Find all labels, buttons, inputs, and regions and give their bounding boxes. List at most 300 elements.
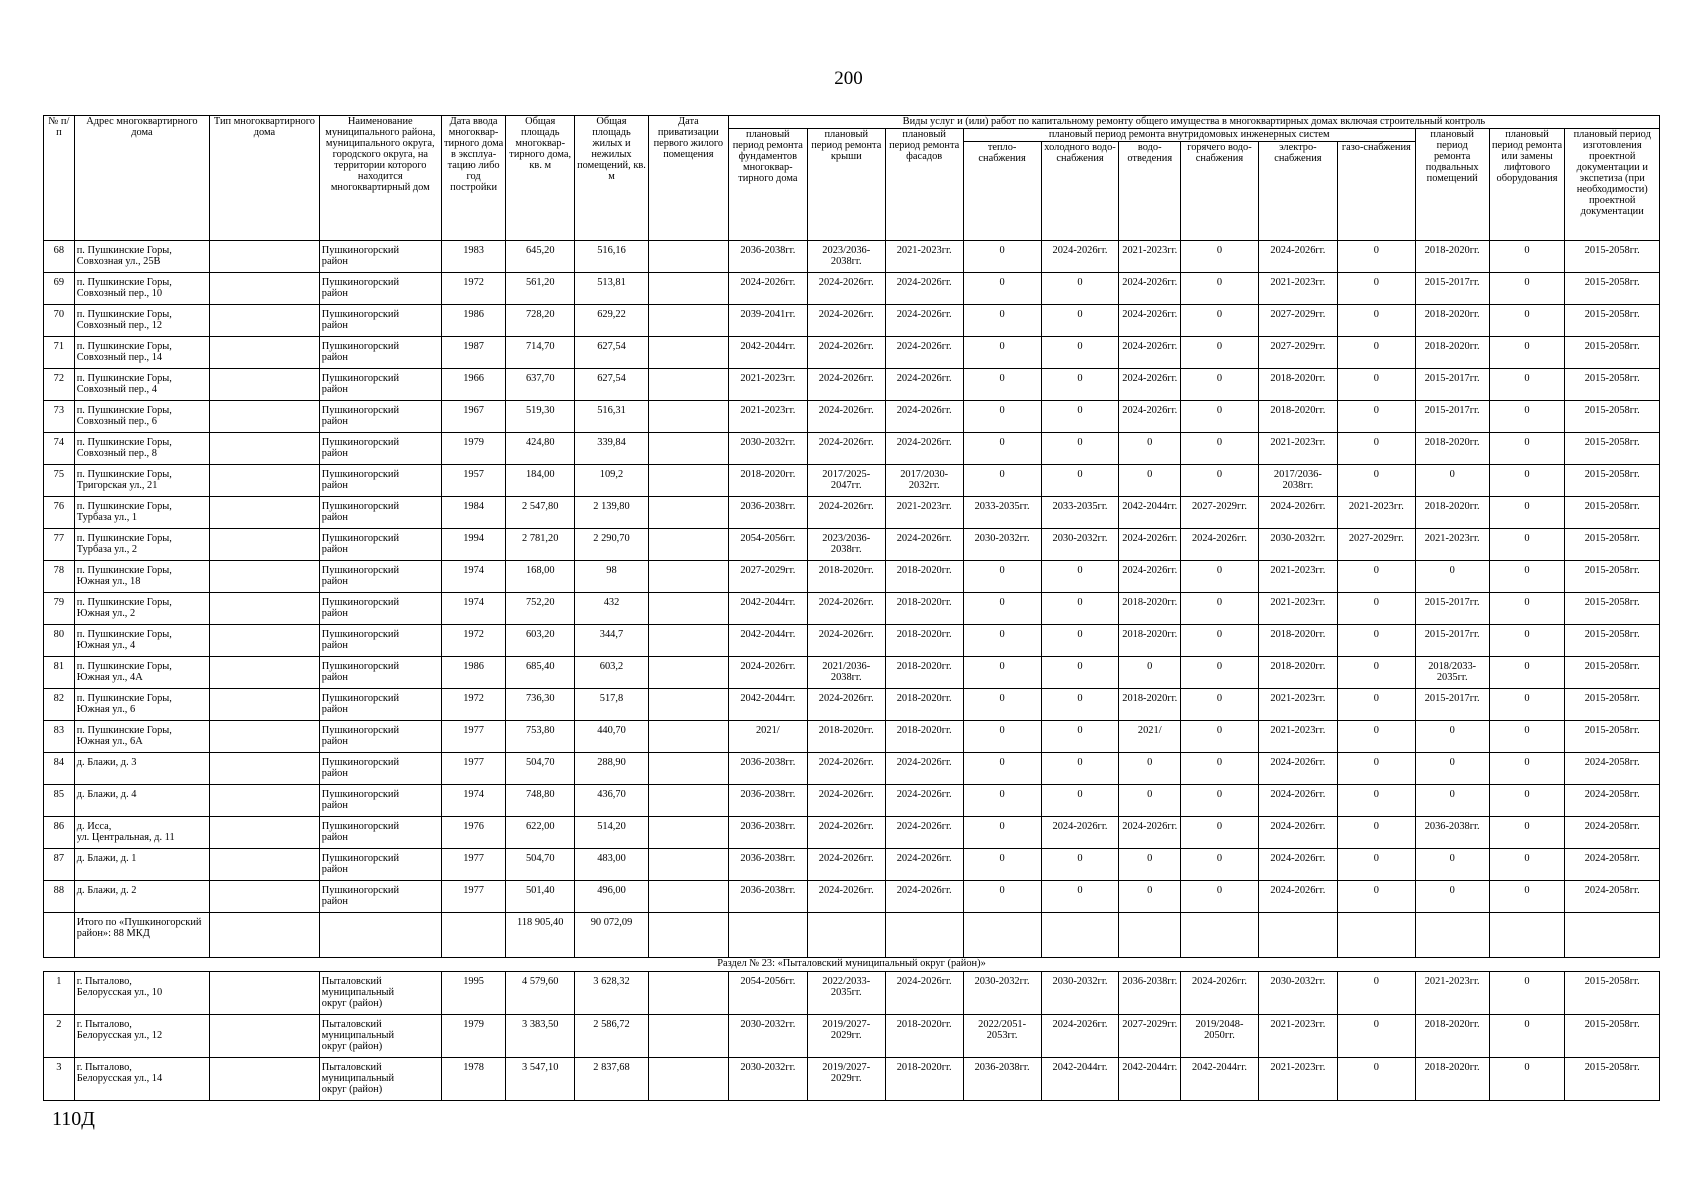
table-row [44, 753, 1660, 785]
address-line-1: г. Пыталово, [76, 1062, 132, 1073]
district-line: Пушкиногорский [321, 501, 400, 512]
row-elevator: 0 [1489, 497, 1565, 529]
row-privatization [648, 849, 728, 881]
row-year: 1967 [441, 401, 506, 433]
address-line-1: п. Пушкинские Горы, [76, 469, 172, 480]
row-district [319, 561, 441, 593]
row-gas: 0 [1337, 305, 1415, 337]
row-address [74, 753, 209, 785]
row-elevator: 0 [1489, 273, 1565, 305]
header-total-area: Общая площадь многоквар-тирного дома, кв. м [506, 116, 575, 241]
row-address [74, 849, 209, 881]
row-living-area: 603,2 [575, 657, 649, 689]
row-privatization [648, 305, 728, 337]
row-hot-water: 0 [1181, 305, 1259, 337]
row-gas: 0 [1337, 817, 1415, 849]
row-roof: 2024-2026гг. [807, 369, 885, 401]
row-roof: 2024-2026гг. [807, 849, 885, 881]
row-roof: 2024-2026гг. [807, 497, 885, 529]
row-address [74, 593, 209, 625]
row-facade: 2024-2026гг. [885, 881, 963, 913]
row-house-type [210, 689, 320, 721]
row-electric: 2024-2026гг. [1258, 753, 1337, 785]
row-hot-water: 2024-2026гг. [1181, 529, 1259, 561]
row-roof: 2019/2027-2029гг. [807, 1058, 885, 1101]
row-gas: 0 [1337, 721, 1415, 753]
row-privatization [648, 337, 728, 369]
address-line-1: п. Пушкинские Горы, [76, 341, 172, 352]
address-line-2: Турбаза ул., 1 [76, 512, 138, 523]
row-year: 1987 [441, 337, 506, 369]
row-living-area: 629,22 [575, 305, 649, 337]
row-roof: 2024-2026гг. [807, 433, 885, 465]
row-living-area: 516,16 [575, 241, 649, 273]
row-foundation: 2024-2026гг. [728, 273, 807, 305]
row-cold-water: 0 [1041, 465, 1119, 497]
row-basement: 2018-2020гг. [1415, 497, 1489, 529]
row-house-type [210, 369, 320, 401]
row-foundation: 2021-2023гг. [728, 369, 807, 401]
row-electric: 2024-2026гг. [1258, 881, 1337, 913]
row-hot-water: 0 [1181, 465, 1259, 497]
header-type: Тип многоквартирного дома [210, 116, 320, 241]
row-gas: 0 [1337, 881, 1415, 913]
row-house-type [210, 561, 320, 593]
section-row [44, 958, 1660, 972]
district-line: район [321, 704, 348, 715]
table-row [44, 273, 1660, 305]
row-privatization [648, 881, 728, 913]
row-facade: 2018-2020гг. [885, 657, 963, 689]
row-facade: 2018-2020гг. [885, 625, 963, 657]
district-line: Пушкиногорский [321, 853, 400, 864]
row-living-area: 288,90 [575, 753, 649, 785]
row-foundation: 2036-2038гг. [728, 817, 807, 849]
row-living-area: 2 139,80 [575, 497, 649, 529]
row-living-area: 3 628,32 [575, 972, 649, 1015]
address-line-1: п. Пушкинские Горы, [76, 693, 172, 704]
row-hot-water: 0 [1181, 561, 1259, 593]
row-address [74, 561, 209, 593]
row-district [319, 337, 441, 369]
row-foundation: 2030-2032гг. [728, 1015, 807, 1058]
row-year: 1978 [441, 1058, 506, 1101]
row-project-docs: 2024-2058гг. [1565, 881, 1660, 913]
address-line-2: Совхозный пер., 6 [76, 416, 157, 427]
row-number: 84 [44, 753, 75, 785]
district-line: район [321, 768, 348, 779]
row-elevator: 0 [1489, 305, 1565, 337]
table-row [44, 305, 1660, 337]
row-total-area: 424,80 [506, 433, 575, 465]
total-row [44, 913, 1660, 958]
row-district [319, 273, 441, 305]
header-date-commission: Дата ввода многоквар-тирного дома в эксплуа-тацию либо год постройки [441, 116, 506, 241]
row-total-area: 519,30 [506, 401, 575, 433]
header-roof: плановый период ремонта крыши [807, 129, 885, 241]
row-facade: 2018-2020гг. [885, 561, 963, 593]
address-line-2: Южная ул., 18 [76, 576, 141, 587]
district-line: Пушкиногорский [321, 405, 400, 416]
district-line: район [321, 256, 348, 267]
table-row [44, 657, 1660, 689]
table-body-pytalovsky [44, 972, 1660, 1101]
row-foundation: 2042-2044гг. [728, 337, 807, 369]
row-roof: 2024-2026гг. [807, 881, 885, 913]
row-cold-water: 0 [1041, 689, 1119, 721]
row-privatization [648, 593, 728, 625]
row-total-area: 645,20 [506, 241, 575, 273]
row-foundation: 2036-2038гг. [728, 785, 807, 817]
row-hot-water: 2027-2029гг. [1181, 497, 1259, 529]
row-sewage: 0 [1119, 753, 1181, 785]
row-roof: 2018-2020гг. [807, 561, 885, 593]
row-sewage: 0 [1119, 785, 1181, 817]
row-project-docs: 2024-2058гг. [1565, 817, 1660, 849]
row-sewage: 2021/ [1119, 721, 1181, 753]
row-heat: 0 [963, 849, 1041, 881]
address-line-1: д. Исса, [76, 821, 112, 832]
row-cold-water: 2042-2044гг. [1041, 1058, 1119, 1101]
row-year: 1966 [441, 369, 506, 401]
row-sewage: 2036-2038гг. [1119, 972, 1181, 1015]
district-line: Пушкиногорский [321, 789, 400, 800]
row-basement: 0 [1415, 881, 1489, 913]
row-elevator: 0 [1489, 785, 1565, 817]
row-facade: 2024-2026гг. [885, 849, 963, 881]
row-privatization [648, 721, 728, 753]
row-hot-water: 0 [1181, 849, 1259, 881]
row-sewage: 2027-2029гг. [1119, 1015, 1181, 1058]
row-heat: 0 [963, 689, 1041, 721]
row-facade: 2024-2026гг. [885, 369, 963, 401]
row-district [319, 1058, 441, 1101]
address-line-1: п. Пушкинские Горы, [76, 661, 172, 672]
row-district [319, 625, 441, 657]
district-line: район [321, 736, 348, 747]
district-line: Пыталовский [321, 1019, 382, 1030]
row-district [319, 369, 441, 401]
row-heat: 0 [963, 433, 1041, 465]
row-living-area: 109,2 [575, 465, 649, 497]
row-elevator: 0 [1489, 433, 1565, 465]
row-year: 1979 [441, 1015, 506, 1058]
row-project-docs: 2015-2058гг. [1565, 305, 1660, 337]
address-line-1: г. Пыталово, [76, 1019, 132, 1030]
row-project-docs: 2015-2058гг. [1565, 972, 1660, 1015]
row-heat: 0 [963, 369, 1041, 401]
row-total-area: 504,70 [506, 753, 575, 785]
header-num: № п/п [44, 116, 75, 241]
row-project-docs: 2015-2058гг. [1565, 593, 1660, 625]
row-electric: 2021-2023гг. [1258, 689, 1337, 721]
header-utilities-group: плановый период ремонта внутридомовых инженерных систем [963, 129, 1415, 142]
row-house-type [210, 1015, 320, 1058]
district-line: муниципальный [321, 1073, 395, 1084]
row-house-type [210, 497, 320, 529]
row-year: 1977 [441, 849, 506, 881]
district-line: район [321, 448, 348, 459]
row-district [319, 401, 441, 433]
row-electric: 2018-2020гг. [1258, 369, 1337, 401]
row-basement: 2015-2017гг. [1415, 625, 1489, 657]
header-hot-water: горячего водо-снабжения [1181, 142, 1259, 241]
row-heat: 0 [963, 337, 1041, 369]
district-line: Пыталовский [321, 1062, 382, 1073]
row-basement: 0 [1415, 753, 1489, 785]
row-project-docs: 2015-2058гг. [1565, 625, 1660, 657]
row-foundation: 2021/ [728, 721, 807, 753]
district-line: Пушкиногорский [321, 693, 400, 704]
total-label: Итого по «Пушкиногорский район»: 88 МКД [74, 913, 209, 958]
district-line: район [321, 896, 348, 907]
address-line-2: Тригорская ул., 21 [76, 480, 158, 491]
row-elevator: 0 [1489, 593, 1565, 625]
row-sewage: 2024-2026гг. [1119, 401, 1181, 433]
row-district [319, 753, 441, 785]
row-electric: 2024-2026гг. [1258, 849, 1337, 881]
row-electric: 2021-2023гг. [1258, 721, 1337, 753]
address-line-2: Белорусская ул., 14 [76, 1073, 163, 1084]
row-hot-water: 2019/2048-2050гг. [1181, 1015, 1259, 1058]
table-body-summary [44, 913, 1660, 972]
row-district [319, 689, 441, 721]
table-body-pushkinogorsky [44, 241, 1660, 913]
row-foundation: 2030-2032гг. [728, 433, 807, 465]
row-foundation: 2018-2020гг. [728, 465, 807, 497]
row-address [74, 241, 209, 273]
row-cold-water: 2024-2026гг. [1041, 241, 1119, 273]
row-cold-water: 2033-2035гг. [1041, 497, 1119, 529]
row-privatization [648, 817, 728, 849]
row-project-docs: 2015-2058гг. [1565, 241, 1660, 273]
row-cold-water: 0 [1041, 401, 1119, 433]
row-total-area: 2 781,20 [506, 529, 575, 561]
row-living-area: 432 [575, 593, 649, 625]
header-address: Адрес многоквартирного дома [74, 116, 209, 241]
row-gas: 0 [1337, 401, 1415, 433]
row-privatization [648, 657, 728, 689]
district-line: район [321, 800, 348, 811]
row-electric: 2024-2026гг. [1258, 785, 1337, 817]
address-line-2: ул. Центральная, д. 11 [76, 832, 175, 843]
row-heat: 0 [963, 817, 1041, 849]
header-district: Наименование муниципального района, муниципального округа, городского округа, на территории которого находится многоквартирный дом [319, 116, 441, 241]
row-facade: 2018-2020гг. [885, 689, 963, 721]
row-number: 73 [44, 401, 75, 433]
row-year: 1986 [441, 305, 506, 337]
row-number: 68 [44, 241, 75, 273]
row-facade: 2024-2026гг. [885, 305, 963, 337]
row-sewage: 2024-2026гг. [1119, 337, 1181, 369]
row-gas: 2027-2029гг. [1337, 529, 1415, 561]
row-elevator: 0 [1489, 465, 1565, 497]
row-total-area: 752,20 [506, 593, 575, 625]
row-address [74, 817, 209, 849]
row-sewage: 2018-2020гг. [1119, 593, 1181, 625]
row-roof: 2024-2026гг. [807, 305, 885, 337]
row-roof: 2023/2036-2038гг. [807, 241, 885, 273]
row-total-area: 3 547,10 [506, 1058, 575, 1101]
row-gas: 0 [1337, 1015, 1415, 1058]
row-facade: 2018-2020гг. [885, 1058, 963, 1101]
row-basement: 2015-2017гг. [1415, 273, 1489, 305]
district-line: округ (район) [321, 998, 383, 1009]
row-year: 1972 [441, 273, 506, 305]
row-electric: 2030-2032гг. [1258, 972, 1337, 1015]
row-heat: 0 [963, 881, 1041, 913]
row-basement: 0 [1415, 561, 1489, 593]
row-total-area: 714,70 [506, 337, 575, 369]
row-house-type [210, 465, 320, 497]
row-project-docs: 2015-2058гг. [1565, 561, 1660, 593]
row-total-area: 728,20 [506, 305, 575, 337]
row-privatization [648, 273, 728, 305]
row-year: 1976 [441, 817, 506, 849]
living-area-sum: 90 072,09 [575, 913, 649, 958]
row-gas: 0 [1337, 657, 1415, 689]
row-elevator: 0 [1489, 689, 1565, 721]
row-sewage: 2024-2026гг. [1119, 273, 1181, 305]
row-basement: 2015-2017гг. [1415, 689, 1489, 721]
row-total-area: 603,20 [506, 625, 575, 657]
table-row [44, 972, 1660, 1015]
row-gas: 0 [1337, 972, 1415, 1015]
row-heat: 0 [963, 625, 1041, 657]
row-total-area: 561,20 [506, 273, 575, 305]
row-heat: 0 [963, 657, 1041, 689]
row-year: 1977 [441, 881, 506, 913]
row-sewage: 0 [1119, 433, 1181, 465]
row-total-area: 736,30 [506, 689, 575, 721]
address-line-2: Совхозный пер., 10 [76, 288, 163, 299]
row-gas: 0 [1337, 625, 1415, 657]
row-living-area: 2 586,72 [575, 1015, 649, 1058]
address-line-1: д. Блажи, д. 2 [76, 885, 137, 896]
row-number: 86 [44, 817, 75, 849]
row-roof: 2024-2026гг. [807, 753, 885, 785]
row-sewage: 2042-2044гг. [1119, 497, 1181, 529]
row-hot-water: 0 [1181, 593, 1259, 625]
row-privatization [648, 401, 728, 433]
row-project-docs: 2015-2058гг. [1565, 273, 1660, 305]
row-foundation: 2039-2041гг. [728, 305, 807, 337]
address-line-1: п. Пушкинские Горы, [76, 245, 172, 256]
header-privatization: Дата приватизации первого жилого помещения [648, 116, 728, 241]
row-roof: 2023/2036-2038гг. [807, 529, 885, 561]
row-project-docs: 2015-2058гг. [1565, 369, 1660, 401]
table-row [44, 369, 1660, 401]
district-line: район [321, 288, 348, 299]
address-line-1: д. Блажи, д. 1 [76, 853, 137, 864]
row-sewage: 0 [1119, 465, 1181, 497]
row-facade: 2024-2026гг. [885, 337, 963, 369]
row-project-docs: 2024-2058гг. [1565, 849, 1660, 881]
row-cold-water: 2030-2032гг. [1041, 529, 1119, 561]
table-row [44, 241, 1660, 273]
row-number: 75 [44, 465, 75, 497]
row-gas: 0 [1337, 433, 1415, 465]
row-address [74, 881, 209, 913]
row-district [319, 849, 441, 881]
row-roof: 2024-2026гг. [807, 625, 885, 657]
row-address [74, 433, 209, 465]
row-address [74, 689, 209, 721]
address-line-2: Совхозная ул., 25В [76, 256, 161, 267]
district-line: Пыталовский [321, 976, 382, 987]
row-heat: 0 [963, 593, 1041, 625]
row-living-area: 344,7 [575, 625, 649, 657]
row-house-type [210, 529, 320, 561]
address-line-2: Южная ул., 4А [76, 672, 143, 683]
row-hot-water: 2024-2026гг. [1181, 972, 1259, 1015]
row-year: 1977 [441, 753, 506, 785]
row-project-docs: 2015-2058гг. [1565, 721, 1660, 753]
row-roof: 2021/2036-2038гг. [807, 657, 885, 689]
address-line-1: п. Пушкинские Горы, [76, 501, 172, 512]
row-electric: 2018-2020гг. [1258, 625, 1337, 657]
row-electric: 2021-2023гг. [1258, 561, 1337, 593]
row-cold-water: 0 [1041, 849, 1119, 881]
district-line: Пушкиногорский [321, 565, 400, 576]
header-works-group: Виды услуг и (или) работ по капитальному ремонту общего имущества в многоквартирных домах включая строительный контроль [728, 116, 1659, 129]
row-district [319, 593, 441, 625]
row-basement: 2015-2017гг. [1415, 401, 1489, 433]
row-cold-water: 0 [1041, 305, 1119, 337]
row-gas: 0 [1337, 753, 1415, 785]
row-electric: 2027-2029гг. [1258, 305, 1337, 337]
row-cold-water: 0 [1041, 593, 1119, 625]
row-living-area: 98 [575, 561, 649, 593]
row-house-type [210, 972, 320, 1015]
row-total-area: 685,40 [506, 657, 575, 689]
row-living-area: 436,70 [575, 785, 649, 817]
district-line: Пушкиногорский [321, 277, 400, 288]
row-sewage: 2024-2026гг. [1119, 529, 1181, 561]
district-line: Пушкиногорский [321, 725, 400, 736]
row-district [319, 1015, 441, 1058]
row-house-type [210, 337, 320, 369]
row-elevator: 0 [1489, 337, 1565, 369]
row-electric: 2021-2023гг. [1258, 273, 1337, 305]
row-basement: 2018-2020гг. [1415, 305, 1489, 337]
row-project-docs: 2015-2058гг. [1565, 401, 1660, 433]
row-total-area: 3 383,50 [506, 1015, 575, 1058]
section-title: Раздел № 23: «Пыталовский муниципальный округ (район)» [44, 958, 1660, 972]
row-gas: 0 [1337, 241, 1415, 273]
address-line-1: п. Пушкинские Горы, [76, 309, 172, 320]
row-house-type [210, 273, 320, 305]
row-privatization [648, 753, 728, 785]
row-total-area: 2 547,80 [506, 497, 575, 529]
row-roof: 2024-2026гг. [807, 401, 885, 433]
row-gas: 0 [1337, 337, 1415, 369]
district-line: район [321, 544, 348, 555]
row-hot-water: 0 [1181, 817, 1259, 849]
row-sewage: 2042-2044гг. [1119, 1058, 1181, 1101]
footer-code: 110Д [52, 1108, 95, 1130]
row-house-type [210, 657, 320, 689]
row-privatization [648, 1015, 728, 1058]
address-line-2: Совхозный пер., 4 [76, 384, 157, 395]
row-cold-water: 0 [1041, 273, 1119, 305]
row-elevator: 0 [1489, 849, 1565, 881]
district-line: Пушкиногорский [321, 629, 400, 640]
row-project-docs: 2015-2058гг. [1565, 465, 1660, 497]
row-heat: 0 [963, 401, 1041, 433]
row-address [74, 465, 209, 497]
district-line: район [321, 832, 348, 843]
